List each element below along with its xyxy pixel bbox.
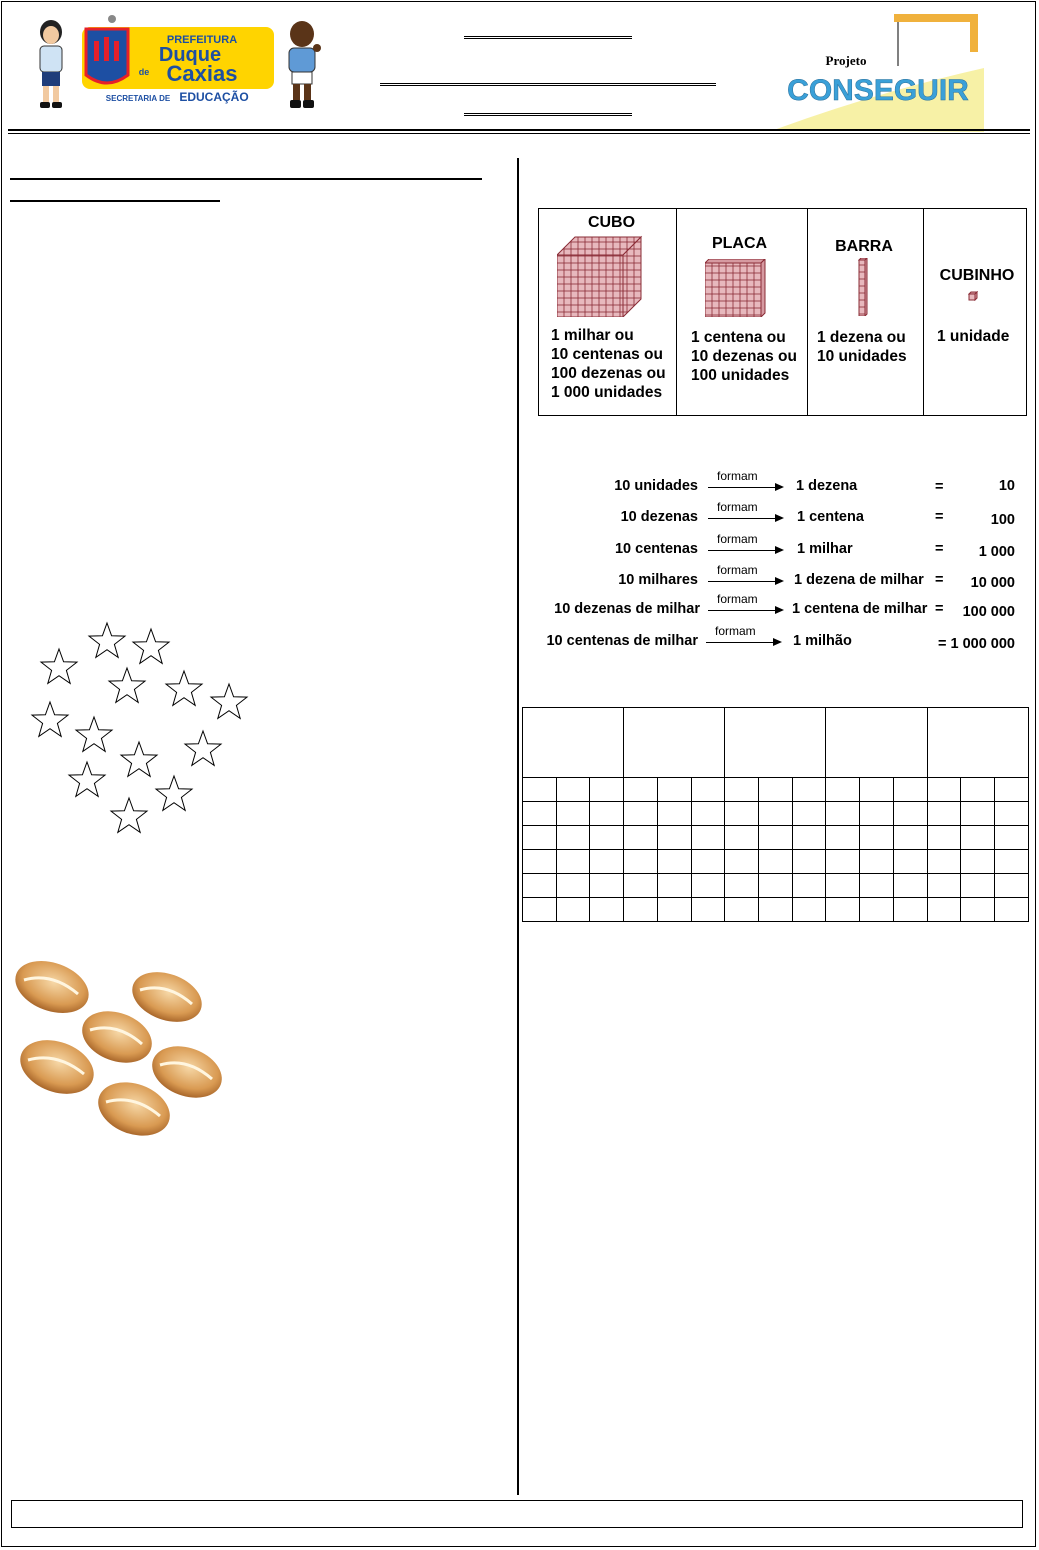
relation-result: 1 milhão (793, 633, 852, 649)
svg-text:EDUCAÇÃO: EDUCAÇÃO (179, 90, 249, 104)
relation-value: 100 (990, 512, 1015, 528)
relation-value: 1 000 (978, 544, 1015, 560)
grid-cell (590, 850, 624, 874)
grid-cell (927, 850, 961, 874)
grid-cell (624, 898, 658, 922)
grid-cell (927, 802, 961, 826)
grid-cell (826, 802, 860, 826)
grid-cell (691, 826, 725, 850)
grid-cell (556, 778, 590, 802)
girl-mascot-icon (32, 18, 70, 110)
grid-header-cell (725, 708, 826, 778)
grid-cell (826, 874, 860, 898)
bread-roll-icon (125, 963, 208, 1031)
grid-cell (792, 850, 826, 874)
relation-from: 10 centenas de milhar (546, 633, 698, 649)
grid-cell (893, 898, 927, 922)
relation-verb: formam (717, 469, 758, 483)
grid-cell (523, 778, 557, 802)
block-desc: 1 dezena ou 10 unidades (817, 329, 907, 365)
grid-header-cell (927, 708, 1028, 778)
block-col-placa (677, 209, 808, 415)
svg-text:SECRETARIA DE: SECRETARIA DE (105, 94, 171, 103)
grid-cell (927, 874, 961, 898)
relation-from: 10 unidades (614, 478, 698, 494)
grid-header-cell (826, 708, 927, 778)
grid-cell (826, 898, 860, 922)
relation-equals: = (935, 479, 944, 495)
block-col-cubinho (924, 209, 1028, 415)
grid-cell (523, 898, 557, 922)
place-value-grid (522, 707, 1029, 922)
grid-cell (961, 850, 995, 874)
relation-verb: formam (717, 532, 758, 546)
star-icon (211, 684, 247, 718)
grid-cell (860, 850, 894, 874)
grid-cell (691, 802, 725, 826)
grid-cell (792, 802, 826, 826)
grid-cell (590, 826, 624, 850)
star-icon (41, 649, 77, 683)
block-title: CUBO (587, 214, 636, 231)
relation-arrow-icon (708, 518, 782, 519)
relation-verb: formam (717, 592, 758, 606)
relation-result: 1 centena de milhar (792, 601, 928, 617)
relation-from: 10 dezenas de milhar (554, 601, 700, 617)
grid-cell (523, 802, 557, 826)
grid-cell (759, 850, 793, 874)
unit-cube-icon (968, 291, 978, 301)
svg-text:Caxias: Caxias (166, 61, 238, 86)
grid-cell (759, 874, 793, 898)
relation-arrow-icon (708, 550, 782, 551)
grid-cell (995, 898, 1029, 922)
grid-cell (590, 898, 624, 922)
grid-cell (995, 802, 1029, 826)
grid-header-cell (523, 708, 624, 778)
relation-arrow-icon (708, 610, 782, 611)
grid-cell (792, 898, 826, 922)
block-desc: 1 unidade (937, 328, 1010, 345)
grid-cell (961, 874, 995, 898)
grid-cell (893, 874, 927, 898)
grid-cell (725, 874, 759, 898)
relation-arrow-icon (708, 487, 782, 488)
relation-value: 10 000 (970, 575, 1015, 591)
grid-cell (590, 802, 624, 826)
column-divider (517, 158, 519, 1495)
relation-from: 10 centenas (614, 541, 698, 557)
star-icon (121, 742, 157, 776)
relation-arrow-icon (706, 642, 780, 643)
grid-cell (860, 826, 894, 850)
grid-cell (961, 826, 995, 850)
bread-rolls-illustration (12, 952, 232, 1147)
grid-cell (523, 874, 557, 898)
grid-cell (556, 802, 590, 826)
relation-arrow-icon (708, 581, 782, 582)
grid-cell (893, 802, 927, 826)
relation-equals: = (935, 541, 944, 557)
relation-equals: = (935, 572, 944, 588)
grid-cell (995, 826, 1029, 850)
block-title: CUBINHO (939, 267, 1015, 284)
grid-cell (995, 874, 1029, 898)
header-separator-bottom (8, 133, 1030, 134)
star-icon (89, 623, 125, 657)
grid-header-cell (624, 708, 725, 778)
grid-cell (759, 898, 793, 922)
relation-from: 10 milhares (618, 572, 698, 588)
grid-cell (725, 778, 759, 802)
relation-value: 100 000 (962, 604, 1015, 620)
grid-cell (725, 826, 759, 850)
grid-cell (860, 802, 894, 826)
grid-cell (725, 898, 759, 922)
svg-text:CONSEGUIR: CONSEGUIR (787, 74, 969, 107)
grid-cell (893, 850, 927, 874)
relation-result: 1 centena (797, 509, 864, 525)
grid-cell (927, 898, 961, 922)
grid-cell (961, 778, 995, 802)
duque-de-caxias-logo (82, 15, 274, 105)
grid-cell (556, 898, 590, 922)
grid-cell (792, 826, 826, 850)
grid-cell (657, 778, 691, 802)
grid-cell (657, 850, 691, 874)
relation-value: 10 (998, 478, 1015, 494)
relation-verb: formam (717, 500, 758, 514)
grid-cell (995, 778, 1029, 802)
grid-cell (995, 850, 1029, 874)
star-icon (156, 776, 192, 810)
grid-cell (590, 778, 624, 802)
cube-block-icon (557, 235, 643, 317)
grid-cell (759, 826, 793, 850)
grid-cell (590, 874, 624, 898)
relation-verb: formam (717, 563, 758, 577)
grid-cell (826, 778, 860, 802)
grid-cell (624, 802, 658, 826)
header-blank-line-3 (464, 113, 632, 119)
block-title: PLACA (711, 235, 768, 252)
flat-block-icon (705, 259, 767, 317)
grid-cell (691, 778, 725, 802)
star-icon (185, 731, 221, 765)
relation-equals: = (935, 601, 944, 617)
relation-value: = 1 000 000 (937, 636, 1015, 652)
header-blank-line-1 (464, 36, 632, 42)
footer-box (11, 1500, 1023, 1528)
header-blank-line-2 (380, 83, 716, 89)
rod-block-icon (858, 258, 868, 316)
grid-cell (860, 898, 894, 922)
grid-cell (792, 874, 826, 898)
grid-cell (893, 778, 927, 802)
grid-cell (792, 778, 826, 802)
grid-cell (624, 850, 658, 874)
grid-cell (624, 778, 658, 802)
grid-cell (826, 826, 860, 850)
grid-cell (624, 826, 658, 850)
projeto-conseguir-logo (774, 8, 986, 132)
grid-cell (657, 802, 691, 826)
block-title: BARRA (835, 238, 893, 255)
grid-cell (556, 826, 590, 850)
grid-cell (725, 802, 759, 826)
logo-text-prefeitura: PREFEITURA (166, 34, 238, 46)
grid-cell (624, 874, 658, 898)
star-icon (111, 798, 147, 832)
grid-cell (556, 850, 590, 874)
grid-cell (860, 874, 894, 898)
block-col-barra (808, 209, 924, 415)
grid-cell (523, 826, 557, 850)
grid-cell (961, 802, 995, 826)
star-icon (166, 671, 202, 705)
star-icon (69, 762, 105, 796)
relation-result: 1 dezena de milhar (794, 572, 924, 588)
relation-equals: = (935, 509, 944, 525)
grid-cell (759, 778, 793, 802)
grid-cell (556, 874, 590, 898)
relation-result: 1 dezena (796, 478, 858, 494)
grid-cell (927, 826, 961, 850)
svg-text:Duque: Duque (158, 44, 222, 66)
grid-cell (657, 874, 691, 898)
bread-roll-icon (12, 952, 96, 1023)
block-col-cubo (539, 209, 677, 415)
svg-text:Projeto: Projeto (825, 53, 867, 68)
grid-cell (657, 898, 691, 922)
star-icon (76, 717, 112, 751)
boy-mascot-icon (282, 18, 320, 110)
grid-cell (893, 826, 927, 850)
star-icon (32, 702, 68, 736)
grid-cell (691, 898, 725, 922)
relation-result: 1 milhar (797, 541, 853, 557)
grid-cell (725, 850, 759, 874)
star-icon (133, 629, 169, 663)
grid-cell (860, 778, 894, 802)
star-icon (109, 668, 145, 702)
base-ten-blocks-table (538, 208, 1027, 416)
svg-text:de: de (138, 67, 150, 77)
grid-cell (523, 850, 557, 874)
stars-illustration (26, 618, 254, 840)
relation-from: 10 dezenas (620, 509, 698, 525)
block-desc: 1 milhar ou 10 centenas ou 100 dezenas ou 1 000 unidades (551, 327, 666, 401)
block-desc: 1 centena ou 10 dezenas ou 100 unidades (691, 329, 797, 384)
grid-cell (691, 850, 725, 874)
grid-cell (927, 778, 961, 802)
header-separator-top (8, 129, 1030, 131)
grid-cell (826, 850, 860, 874)
left-blank-line-1 (10, 178, 482, 180)
relation-verb: formam (715, 624, 756, 638)
left-blank-line-2 (10, 200, 220, 202)
grid-cell (657, 826, 691, 850)
grid-cell (691, 874, 725, 898)
grid-cell (759, 802, 793, 826)
grid-cell (961, 898, 995, 922)
